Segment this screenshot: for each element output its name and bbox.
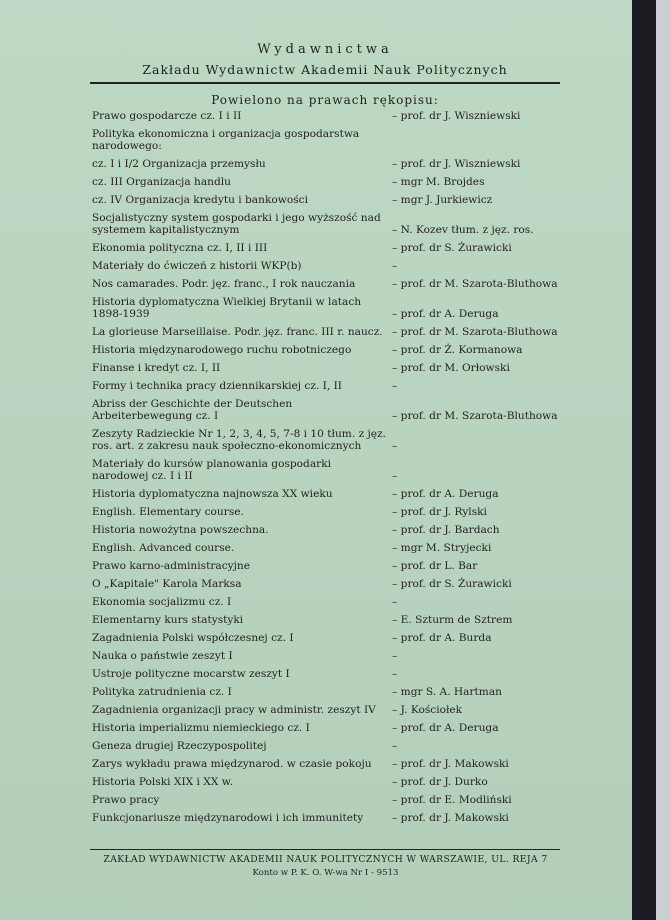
list-item bbox=[92, 722, 562, 734]
list-item bbox=[92, 506, 562, 518]
publication-author: – N. Kozev tłum. z jęz. ros. bbox=[392, 224, 534, 236]
list-item bbox=[92, 380, 562, 392]
list-item bbox=[92, 596, 562, 608]
publication-author: – bbox=[392, 380, 398, 392]
list-item bbox=[92, 398, 562, 422]
publication-title: Zarys wykładu prawa międzynarod. w czasie pokoju bbox=[92, 758, 372, 770]
publication-author: – mgr J. Jurkiewicz bbox=[392, 194, 493, 206]
publication-author: – prof. dr J. Makowski bbox=[392, 812, 509, 824]
publication-title: O „Kapitale" Karola Marksa bbox=[92, 578, 242, 590]
publication-author: – prof. dr A. Deruga bbox=[392, 488, 499, 500]
publication-author: – prof. dr J. Wiszniewski bbox=[392, 158, 521, 170]
list-item bbox=[92, 296, 562, 320]
publication-title: Formy i technika pracy dziennikarskiej cz. I, II bbox=[92, 380, 342, 392]
header-divider bbox=[90, 82, 560, 84]
list-item bbox=[92, 560, 562, 572]
publication-author: – prof. dr A. Deruga bbox=[392, 722, 499, 734]
list-item bbox=[92, 632, 562, 644]
publication-title: Funkcjonariusze międzynarodowi i ich immunitety bbox=[92, 812, 364, 824]
publication-title: Polityka ekonomiczna i organizacja gospodarstwa narodowego: bbox=[92, 128, 360, 152]
publication-title: Zagadnienia Polski współczesnej cz. I bbox=[92, 632, 294, 644]
publication-title: Socjalistyczny system gospodarki i jego wyższość nad systemem kapitalistycznym bbox=[92, 212, 381, 236]
publication-title: Prawo pracy bbox=[92, 794, 160, 806]
publication-author: – prof. dr M. Szarota-Bluthowa bbox=[392, 326, 558, 338]
publication-author: – prof. dr M. Szarota-Bluthowa bbox=[392, 278, 558, 290]
publication-title: Materiały do kursów planowania gospodarki narodowej cz. I i II bbox=[92, 458, 332, 482]
list-item bbox=[92, 542, 562, 554]
publisher-title: Wydawnictwa bbox=[257, 42, 393, 57]
publication-author: – mgr S. A. Hartman bbox=[392, 686, 502, 698]
publication-title: Polityka zatrudnienia cz. I bbox=[92, 686, 232, 698]
publication-title: Ekonomia socjalizmu cz. I bbox=[92, 596, 232, 608]
publication-title: Ekonomia polityczna cz. I, II i III bbox=[92, 242, 268, 254]
publication-title: Prawo karno-administracyjne bbox=[92, 560, 251, 572]
publication-title: Finanse i kredyt cz. I, II bbox=[92, 362, 221, 374]
list-item bbox=[92, 776, 562, 788]
list-item bbox=[92, 794, 562, 806]
footer-address: ZAKŁAD WYDAWNICTW AKADEMII NAUK POLITYCZNYCH W WARSZAWIE, UL. REJA 7 bbox=[103, 854, 548, 865]
publication-author: – E. Szturm de Sztrem bbox=[392, 614, 513, 626]
list-item bbox=[92, 524, 562, 536]
publication-author: – bbox=[392, 440, 398, 452]
publication-title: Historia międzynarodowego ruchu robotniczego bbox=[92, 344, 352, 356]
list-item bbox=[92, 578, 562, 590]
list-item bbox=[92, 326, 562, 338]
list-item bbox=[92, 212, 562, 236]
publication-title: Materiały do ćwiczeń z historii WKP(b) bbox=[92, 260, 302, 272]
publication-title: Zeszyty Radzieckie Nr 1, 2, 3, 4, 5, 7-8 i 10 tłum. z jęz. ros. art. z zakresu nauk społeczno-ekonomicznych bbox=[92, 428, 387, 452]
publication-author: – prof. dr M. Szarota-Bluthowa bbox=[392, 410, 558, 422]
list-item bbox=[92, 344, 562, 356]
list-item bbox=[92, 260, 562, 272]
publication-author: – mgr M. Brojdes bbox=[392, 176, 485, 188]
background-edge bbox=[656, 0, 670, 920]
list-item bbox=[92, 686, 562, 698]
publication-title: Ustroje polityczne mocarstw zeszyt I bbox=[92, 668, 290, 680]
publisher-header bbox=[90, 42, 560, 77]
footer bbox=[88, 854, 563, 878]
publication-author: – bbox=[392, 650, 398, 662]
list-item bbox=[92, 128, 562, 152]
publication-title: cz. I i I/2 Organizacja przemysłu bbox=[92, 158, 266, 170]
footer-divider bbox=[90, 849, 560, 850]
publication-title: English. Advanced course. bbox=[92, 542, 235, 554]
publication-author: – bbox=[392, 740, 398, 752]
publication-author: – prof. dr J. Durko bbox=[392, 776, 488, 788]
publication-title: cz. IV Organizacja kredytu i bankowości bbox=[92, 194, 308, 206]
list-item bbox=[92, 278, 562, 290]
list-item bbox=[92, 158, 562, 170]
list-item bbox=[92, 176, 562, 188]
list-item bbox=[92, 614, 562, 626]
list-item bbox=[92, 758, 562, 770]
publication-author: – prof. dr S. Żurawicki bbox=[392, 578, 512, 590]
list-item bbox=[92, 812, 562, 824]
publication-author: – mgr M. Stryjecki bbox=[392, 542, 492, 554]
list-item bbox=[92, 488, 562, 500]
list-item bbox=[92, 668, 562, 680]
list-item bbox=[92, 428, 562, 452]
publication-author: – prof. dr L. Bar bbox=[392, 560, 478, 572]
publication-title: Historia dyplomatyczna najnowsza XX wieku bbox=[92, 488, 333, 500]
publication-author: – prof. dr J. Makowski bbox=[392, 758, 509, 770]
publication-author: – prof. dr J. Rylski bbox=[392, 506, 487, 518]
publication-author: – prof. dr A. Burda bbox=[392, 632, 492, 644]
publication-list bbox=[92, 110, 562, 830]
publication-title: Elementarny kurs statystyki bbox=[92, 614, 244, 626]
list-item bbox=[92, 362, 562, 374]
publication-title: Abriss der Geschichte der Deutschen Arbeiterbewegung cz. I bbox=[92, 398, 293, 422]
publication-author: – prof. dr E. Modliński bbox=[392, 794, 512, 806]
publication-author: – bbox=[392, 668, 398, 680]
publication-title: Nauka o państwie zeszyt I bbox=[92, 650, 233, 662]
publication-title: Historia nowożytna powszechna. bbox=[92, 524, 269, 536]
publication-author: – prof. dr S. Żurawicki bbox=[392, 242, 512, 254]
publication-author: – prof. dr J. Bardach bbox=[392, 524, 500, 536]
publication-title: La glorieuse Marseillaise. Podr. jęz. franc. III r. naucz. bbox=[92, 326, 383, 338]
publication-author: – prof. dr A. Deruga bbox=[392, 308, 499, 320]
footer-account: Konto w P. K. O. W-wa Nr I - 9513 bbox=[252, 868, 399, 878]
list-item bbox=[92, 740, 562, 752]
publication-title: Zagadnienia organizacji pracy w administr. zeszyt IV bbox=[92, 704, 376, 716]
list-item bbox=[92, 704, 562, 716]
list-item bbox=[92, 110, 562, 122]
publication-author: – bbox=[392, 596, 398, 608]
publication-author: – prof. dr Ż. Kormanowa bbox=[392, 344, 523, 356]
publication-title: Geneza drugiej Rzeczypospolitej bbox=[92, 740, 267, 752]
publication-title: English. Elementary course. bbox=[92, 506, 244, 518]
publication-title: Historia imperializmu niemieckiego cz. I bbox=[92, 722, 310, 734]
list-item bbox=[92, 650, 562, 662]
publication-author: – bbox=[392, 260, 398, 272]
list-item bbox=[92, 458, 562, 482]
list-item bbox=[92, 194, 562, 206]
publication-title: Historia dyplomatyczna Wielkiej Brytanii w latach 1898-1939 bbox=[92, 296, 362, 320]
publisher-name: Zakładu Wydawnictw Akademii Nauk Politycznych bbox=[142, 62, 508, 77]
publication-title: Nos camarades. Podr. jęz. franc., I rok nauczania bbox=[92, 278, 356, 290]
publication-author: – prof. dr J. Wiszniewski bbox=[392, 110, 521, 122]
list-item bbox=[92, 242, 562, 254]
publication-title: Historia Polski XIX i XX w. bbox=[92, 776, 233, 788]
publication-title: cz. III Organizacja handlu bbox=[92, 176, 231, 188]
publication-author: – J. Kościołek bbox=[392, 704, 463, 716]
publication-author: – prof. dr M. Orłowski bbox=[392, 362, 510, 374]
publication-author: – bbox=[392, 470, 398, 482]
publication-title: Prawo gospodarcze cz. I i II bbox=[92, 110, 242, 122]
subtitle: Powielono na prawach rękopisu: bbox=[211, 93, 439, 107]
